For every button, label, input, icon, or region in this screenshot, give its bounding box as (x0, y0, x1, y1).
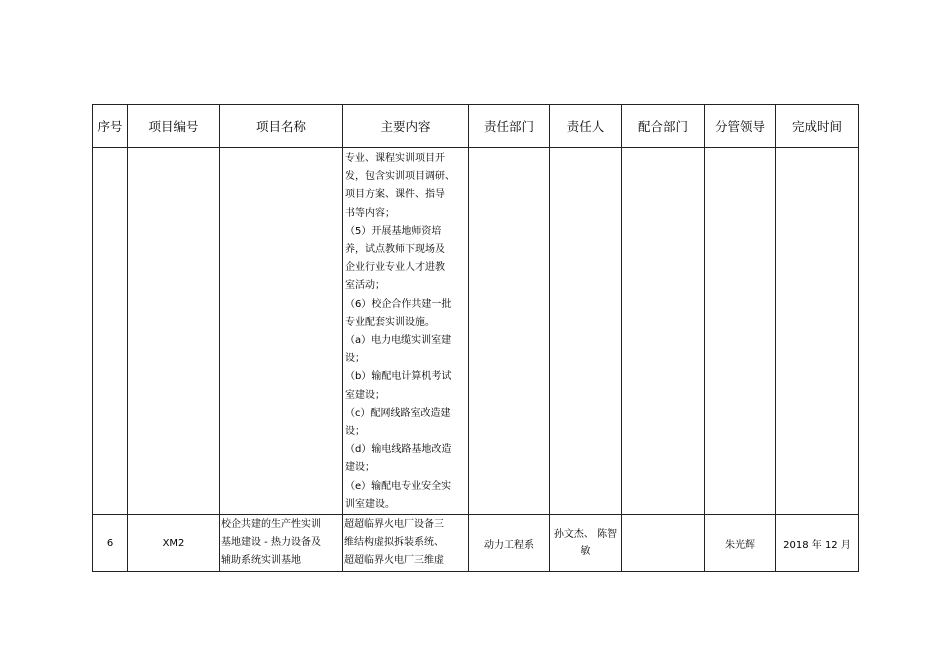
cell-coop-dept (622, 515, 705, 572)
header-code: 项目编号 (128, 105, 220, 148)
content-line: 书等内容； (345, 207, 395, 219)
cell-code (128, 148, 220, 515)
cell-name (220, 515, 343, 572)
content-line: 超超临界火电厂设备三 (344, 519, 444, 531)
header-person: 责任人 (550, 105, 622, 148)
name-line: 辅助系统实训基地 (221, 555, 301, 567)
project-plan-table (92, 104, 859, 572)
header-leader: 分管领导 (705, 105, 776, 148)
content-line: （c）配网线路室改造建 (345, 407, 451, 419)
person-line: 敏 (580, 546, 591, 558)
name-line: 基地建设 - 热力设备及 (221, 537, 321, 549)
content-line: 超超临界火电厂三维虚 (344, 555, 444, 567)
content-line: 设； (345, 353, 365, 365)
content-line: （d）输电线路基地改造 (345, 444, 452, 456)
table-row-continued (93, 148, 859, 515)
header-name: 项目名称 (220, 105, 343, 148)
cell-leader (705, 148, 776, 515)
content-lines (343, 516, 468, 570)
name-lines (220, 516, 342, 570)
cell-leader: 朱光辉 (705, 515, 776, 572)
content-lines (343, 148, 468, 514)
cell-person (550, 515, 622, 572)
name-line: 校企共建的生产性实训 (221, 519, 321, 531)
header-coop-dept: 配合部门 (622, 105, 705, 148)
cell-seq (93, 148, 128, 515)
content-line: （6）校企合作共建一批 (345, 298, 452, 310)
cell-time (776, 148, 859, 515)
content-line: 专业、课程实训项目开 (345, 153, 445, 164)
content-line: 专业配套实训设施。 (345, 316, 435, 328)
content-line: （5）开展基地师资培 (345, 225, 442, 237)
header-content: 主要内容 (343, 105, 469, 148)
content-line: 训室建设。 (345, 498, 395, 510)
header-time: 完成时间 (776, 105, 859, 148)
person-line: 孙文杰、 陈智 (553, 529, 618, 541)
content-line: （a）电力电缆实训室建 (345, 335, 452, 347)
cell-content (343, 515, 469, 572)
cell-time: 2018 年 12 月 (776, 515, 859, 572)
content-line: （b）输配电计算机考试 (345, 371, 452, 383)
content-line: 养，试点教师下现场及 (345, 244, 445, 256)
cell-dept: 动力工程系 (469, 515, 550, 572)
content-line: 设； (345, 426, 365, 438)
header-dept: 责任部门 (469, 105, 550, 148)
content-line: 建设； (345, 462, 375, 474)
content-line: 室活动； (345, 280, 385, 292)
content-line: 发，包含实训项目调研、 (345, 171, 455, 183)
header-seq: 序号 (93, 105, 128, 148)
cell-content (343, 148, 469, 515)
content-line: 室建设； (345, 389, 385, 401)
header-row (93, 105, 859, 148)
cell-person (550, 148, 622, 515)
cell-code: XM2 (128, 515, 220, 572)
cell-seq: 6 (93, 515, 128, 572)
cell-coop-dept (622, 148, 705, 515)
cell-dept (469, 148, 550, 515)
table-row-6 (93, 515, 859, 572)
content-line: 企业行业专业人才进教 (345, 262, 445, 274)
content-line: 项目方案、课件、指导 (345, 189, 445, 201)
content-line: 维结构虚拟拆装系统、 (344, 537, 444, 549)
cell-name (220, 148, 343, 515)
content-line: （e）输配电专业安全实 (345, 480, 452, 492)
